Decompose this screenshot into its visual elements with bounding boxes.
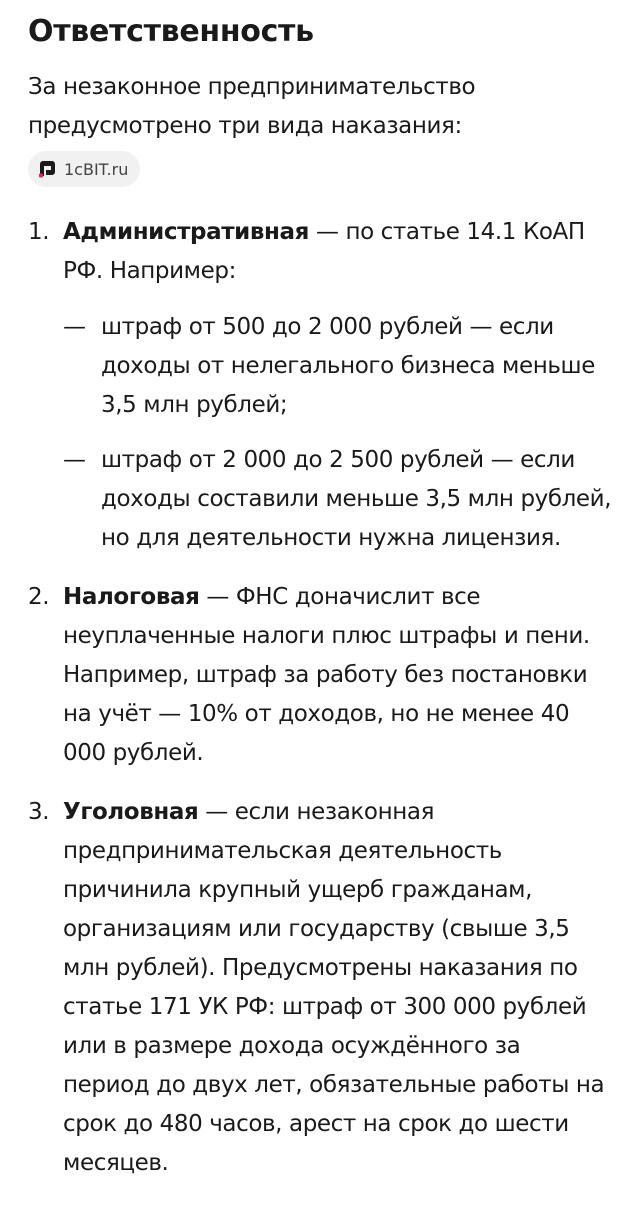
source-logo-icon <box>36 158 58 180</box>
list-item-text: — если незаконная предпринимательская деятельность причинила крупный ущерб гражданам, организациям или государству (свыше 3,5 млн рублей). Предусмотрены наказания по статье 171 УК РФ: штраф от 300 000 рублей или в размере дохода осуждённого за период до двух лет, обязательные работы на срок до 480 часов, арест на срок до шести месяцев. <box>63 799 605 1176</box>
list-item <box>28 213 612 558</box>
source-link[interactable] <box>28 151 140 187</box>
list-item <box>28 793 612 1183</box>
list-item-number: 2. <box>28 584 50 610</box>
section-title: Ответственность <box>28 14 314 49</box>
sub-list-item-text: штраф от 2 000 до 2 500 рублей — если доходы составили меньше 3,5 млн рублей, но для деятельности нужна лицензия. <box>101 447 612 551</box>
dash-marker: — <box>63 314 86 340</box>
sub-list-item-text: штраф от 500 до 2 000 рублей — если доходы от нелегального бизнеса меньше 3,5 млн рублей; <box>101 314 595 418</box>
list-item-number: 3. <box>28 799 50 825</box>
list-item-heading: Налоговая <box>63 584 200 610</box>
list-item-number: 1. <box>28 219 50 245</box>
intro-text: За незаконное предпринимательство предусмотрено три вида наказания: <box>28 74 476 139</box>
list-item-text: — ФНС доначислит все неуплаченные налоги плюс штрафы и пени. Например, штраф за работу без постановки на учёт — 10% от доходов, но не менее 40 000 рублей. <box>63 584 590 766</box>
list-item-heading: Административная <box>63 219 310 245</box>
list-item <box>28 578 612 773</box>
dash-marker: — <box>63 447 86 473</box>
source-label: 1cBIT.ru <box>64 159 129 179</box>
list-item-text: — по статье 14.1 КоАП РФ. Например: <box>63 219 585 284</box>
sub-list-item <box>63 441 612 558</box>
penalty-list <box>28 213 612 1183</box>
list-item-heading: Уголовная <box>63 799 199 825</box>
sub-list-item <box>63 308 612 425</box>
sub-list <box>63 308 612 558</box>
